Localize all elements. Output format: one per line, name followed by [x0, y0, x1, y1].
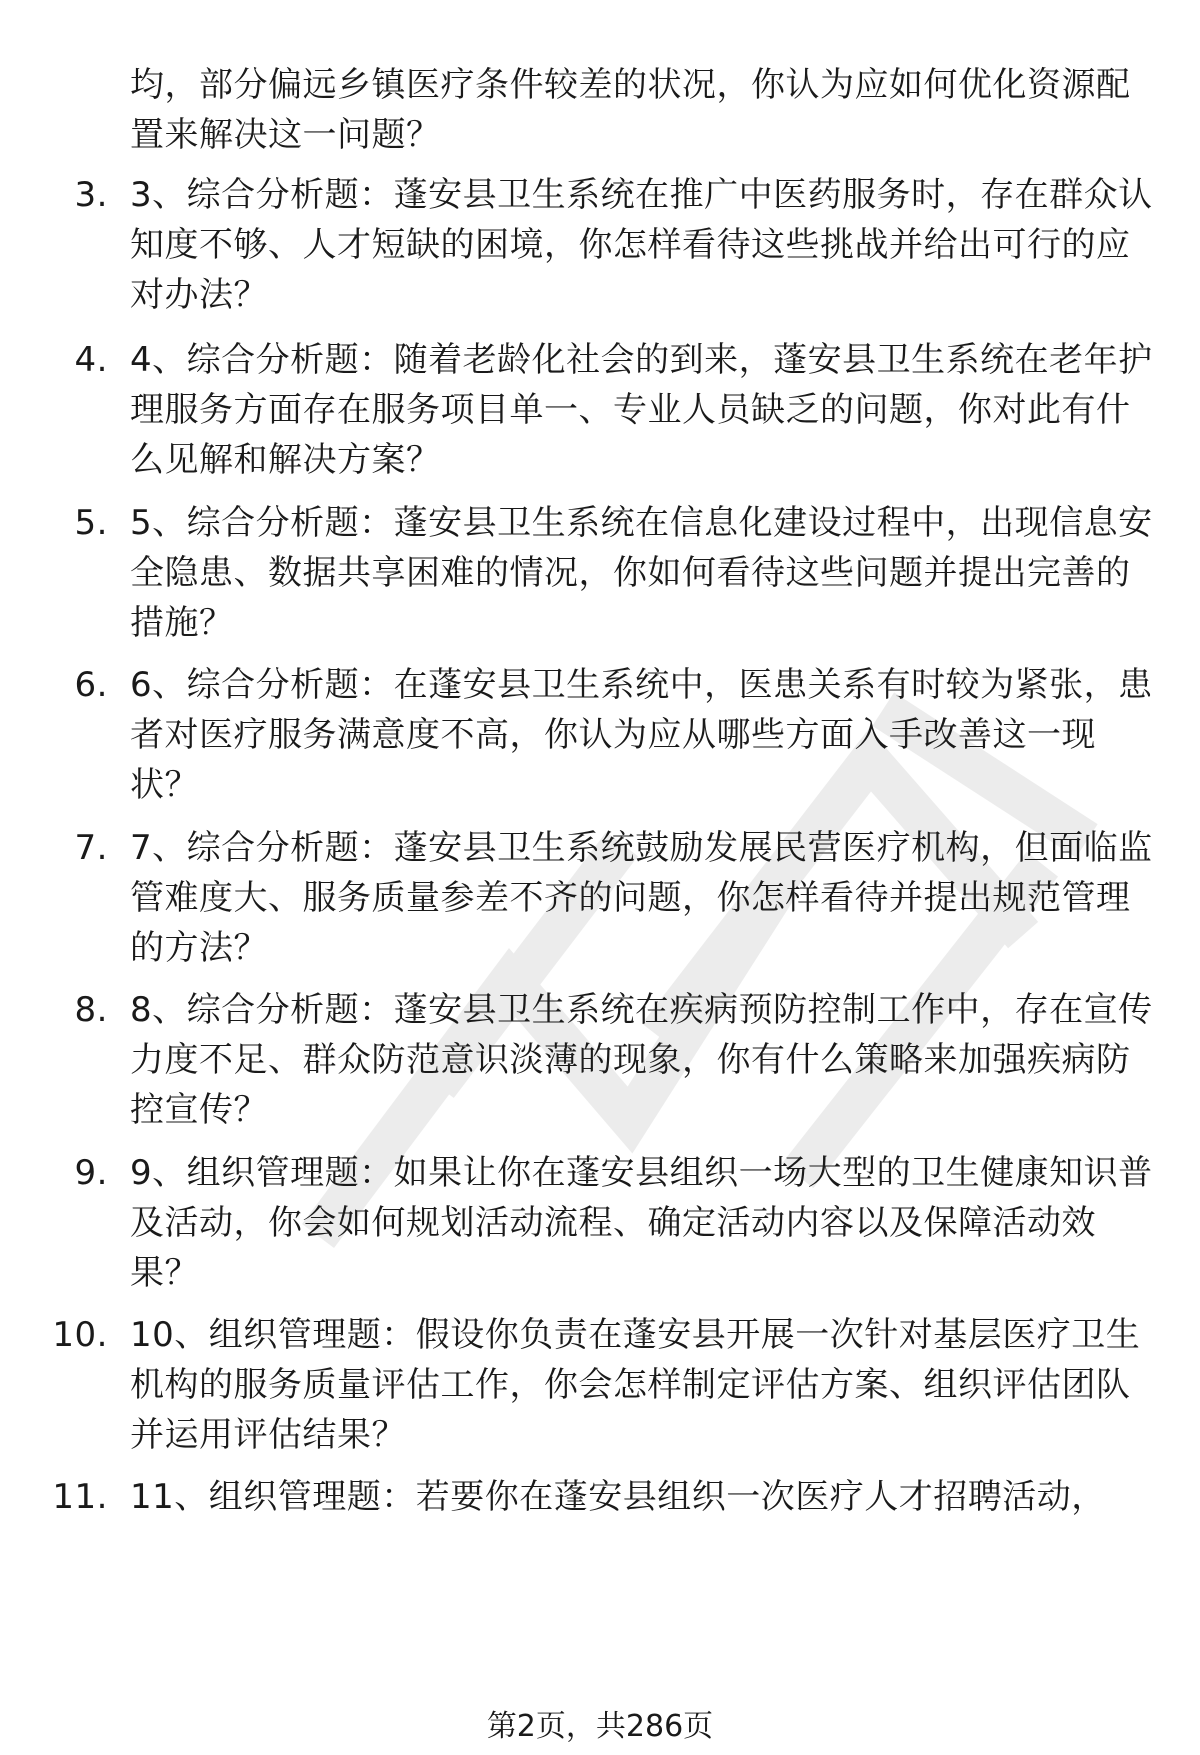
question-text: 10、组织管理题：假设你负责在蓬安县开展一次针对基层医疗卫生机构的服务质量评估工作，你会怎样制定评估方案、组织评估团队并运用评估结果？	[130, 1315, 1141, 1455]
question-number: 7.	[74, 828, 108, 868]
question-number: 11.	[52, 1477, 108, 1517]
question-number: 4.	[74, 340, 108, 380]
question-text: 11、组织管理题：若要你在蓬安县组织一次医疗人才招聘活动，	[130, 1477, 1106, 1517]
question-number: 10.	[52, 1315, 108, 1355]
question-number: 6.	[74, 665, 108, 705]
question-number: 5.	[74, 503, 108, 543]
question-text: 9、组织管理题：如果让你在蓬安县组织一场大型的卫生健康知识普及活动，你会如何规划活动流程、确定活动内容以及保障活动效果？	[130, 1153, 1153, 1293]
question-text: 4、综合分析题：随着老龄化社会的到来，蓬安县卫生系统在老年护理服务方面存在服务项目单一、专业人员缺乏的问题，你对此有什么见解和解决方案？	[130, 340, 1153, 480]
question-number: 8.	[74, 990, 108, 1030]
question-number: 3.	[74, 175, 108, 215]
page-footer: 第2页，共286页	[486, 1709, 714, 1744]
question-text: 6、综合分析题：在蓬安县卫生系统中，医患关系有时较为紧张，患者对医疗服务满意度不高，你认为应从哪些方面入手改善这一现状？	[130, 665, 1153, 805]
question-text: 3、综合分析题：蓬安县卫生系统在推广中医药服务时，存在群众认知度不够、人才短缺的困境，你怎样看待这些挑战并给出可行的应对办法？	[130, 175, 1153, 315]
question-number: 9.	[74, 1153, 108, 1193]
question-text: 7、综合分析题：蓬安县卫生系统鼓励发展民营医疗机构，但面临监管难度大、服务质量参差不齐的问题，你怎样看待并提出规范管理的方法？	[130, 828, 1153, 968]
question-text: 5、综合分析题：蓬安县卫生系统在信息化建设过程中，出现信息安全隐患、数据共享困难的情况，你如何看待这些问题并提出完善的措施？	[130, 503, 1153, 643]
question-text: 8、综合分析题：蓬安县卫生系统在疾病预防控制工作中，存在宣传力度不足、群众防范意识淡薄的现象，你有什么策略来加强疾病防控宣传？	[130, 990, 1153, 1130]
continued-question-text: 均，部分偏远乡镇医疗条件较差的状况，你认为应如何优化资源配置来解决这一问题？	[130, 65, 1131, 155]
